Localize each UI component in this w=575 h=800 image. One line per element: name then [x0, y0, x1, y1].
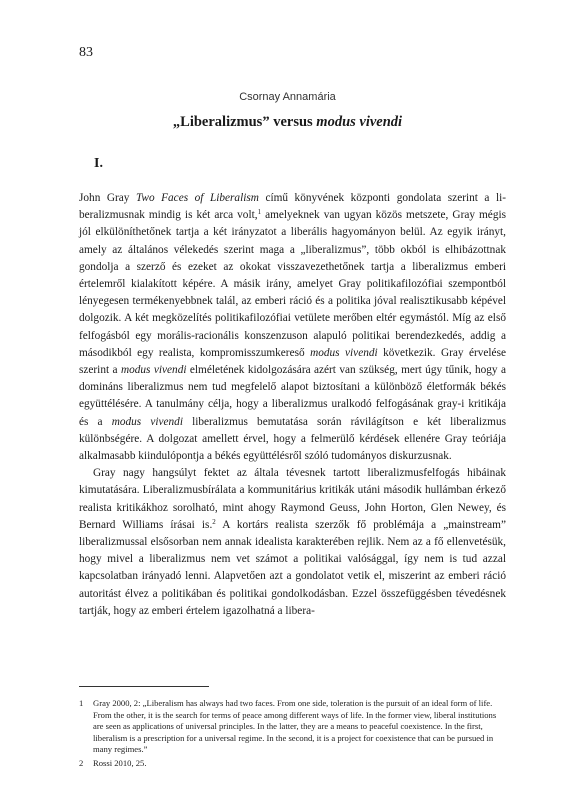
italic-run: modus vivendi [111, 415, 183, 428]
footnotes [79, 698, 506, 772]
text-run: elméletének kidolgozására azért van szükség, mert úgy tűnik, hogy a domináns liberalizmus nem tud megfelelő alapot biztosítani a különböző életformák békés együttélésére. A tanulmány célja, hogy a liberalizmus uralkodó felfogásának gray-i kritikája és a [79, 364, 506, 428]
author-name: Csornay Annamária [239, 91, 336, 103]
footnote-text: Rossi 2010, 25. [93, 757, 147, 768]
italic-run: Two Faces of Liberalism [135, 192, 259, 204]
article-title [0, 114, 575, 131]
footnote-text: Gray 2000, 2: „Liberalism has always had two faces. From one side, toleration is the pursuit of an ideal form of life. From the other, it is the search for terms of peace among different ways of life. In the former view, liberal institutions are seen as applications of universal principles. In the latter, they are a means to peaceful coexistence. In the first, liberalism is a prescription for a universal regime. In the second, it is a project for coexistence that can be pursued in many regimes.” [93, 698, 497, 755]
footnote-ref: 2 [212, 517, 216, 526]
title-text: „Liberalizmus” versus [172, 114, 317, 130]
text-run: amelyeknek van ugyan közös metszete, Gray mégis jól elkülöníthetőnek tartja a két irányzatot a liberális hagyományon belül. Az egyik irányt, amely az általános vélekedés szerint maga a „liberalizmus”, több okból is elhibázottnak gondolja a szerző és ezeket az okokat visszavezethetőnek tartja a liberalizmus emberi értelemről kialakított képére. A másik irány, amelyet Gray politikafilozófiai szempontból lényegesen termékenyebbnek talál, az emberi ráció és a politika jóval realisztikusabb képével dolgozik. A két megközelítés politikafilozófiai vetülete merőben eltér egymástól. Míg az első felfogásból egy morális-racionális konszenzuson alapuló politikai berendezkedés, addig a másodikból egy realista, kompromisszumkereső [79, 209, 507, 359]
italic-run: modus vivendi [310, 346, 378, 359]
footnote-divider [79, 686, 209, 687]
text-run: című könyvének központi gondolata szerint a liberalizmusnak mindig is két arca volt, [79, 192, 507, 222]
paragraph [79, 465, 506, 620]
italic-run: modus vivendi [120, 364, 187, 377]
footnote-ref: 1 [257, 208, 262, 217]
text-run: A kortárs realista szerzők fő problémája a „mainstream” liberalizmussal elsősorban nem annak idealista karakterében rejlik. Nem az a fő ellenvetésük, hogy mivel a liberalizmus nem vet számot a politikai valósággal, így nem is tud azzal kapcsolatban irányadó lenni. Alapvetően azt a gondolatot vetik el, miszerint az emberi ráció autoritást élvez a politikában és politikai gondolkodásban. Ezzel összefüggésben tévedésnek tartják, hogy az emberi értelem igazolhatná a libera- [79, 518, 506, 617]
text-run: liberalizmus bemutatása során rávilágítson e két liberalizmus különbségére. A dolgozat amellett érvel, hogy a felmerülő kérdések ellenére Gray teóriája alkalmasabb kiindulópontja a békés együttélésről szóló tudományos diskurzusnak. [79, 415, 506, 463]
text-run: John Gray [79, 192, 136, 204]
page-number: 83 [79, 45, 93, 60]
text-run: Gray nagy hangsúlyt fektet az általa tévesnek tartott liberalizmusfelfogás hibáinak kimutatására. Liberalizmusbírálata a kommunitárius kritikák utáni második hullámban érkező realista kritikákhoz sorolható, mint ahogy Raymond Geuss, John Horton, Glen Newey, és Bernard Williams írásai is. [79, 467, 506, 531]
footnote [79, 698, 506, 756]
title-italic: modus vivendi [316, 114, 403, 130]
text-run: következik. Gray érvelése szerint a [79, 346, 506, 377]
footnote-number: 2 [79, 757, 84, 768]
paragraph [79, 190, 506, 465]
body-text [79, 190, 506, 620]
section-heading: I. [94, 156, 103, 171]
footnote [79, 758, 506, 770]
footnote-number: 1 [79, 698, 84, 708]
